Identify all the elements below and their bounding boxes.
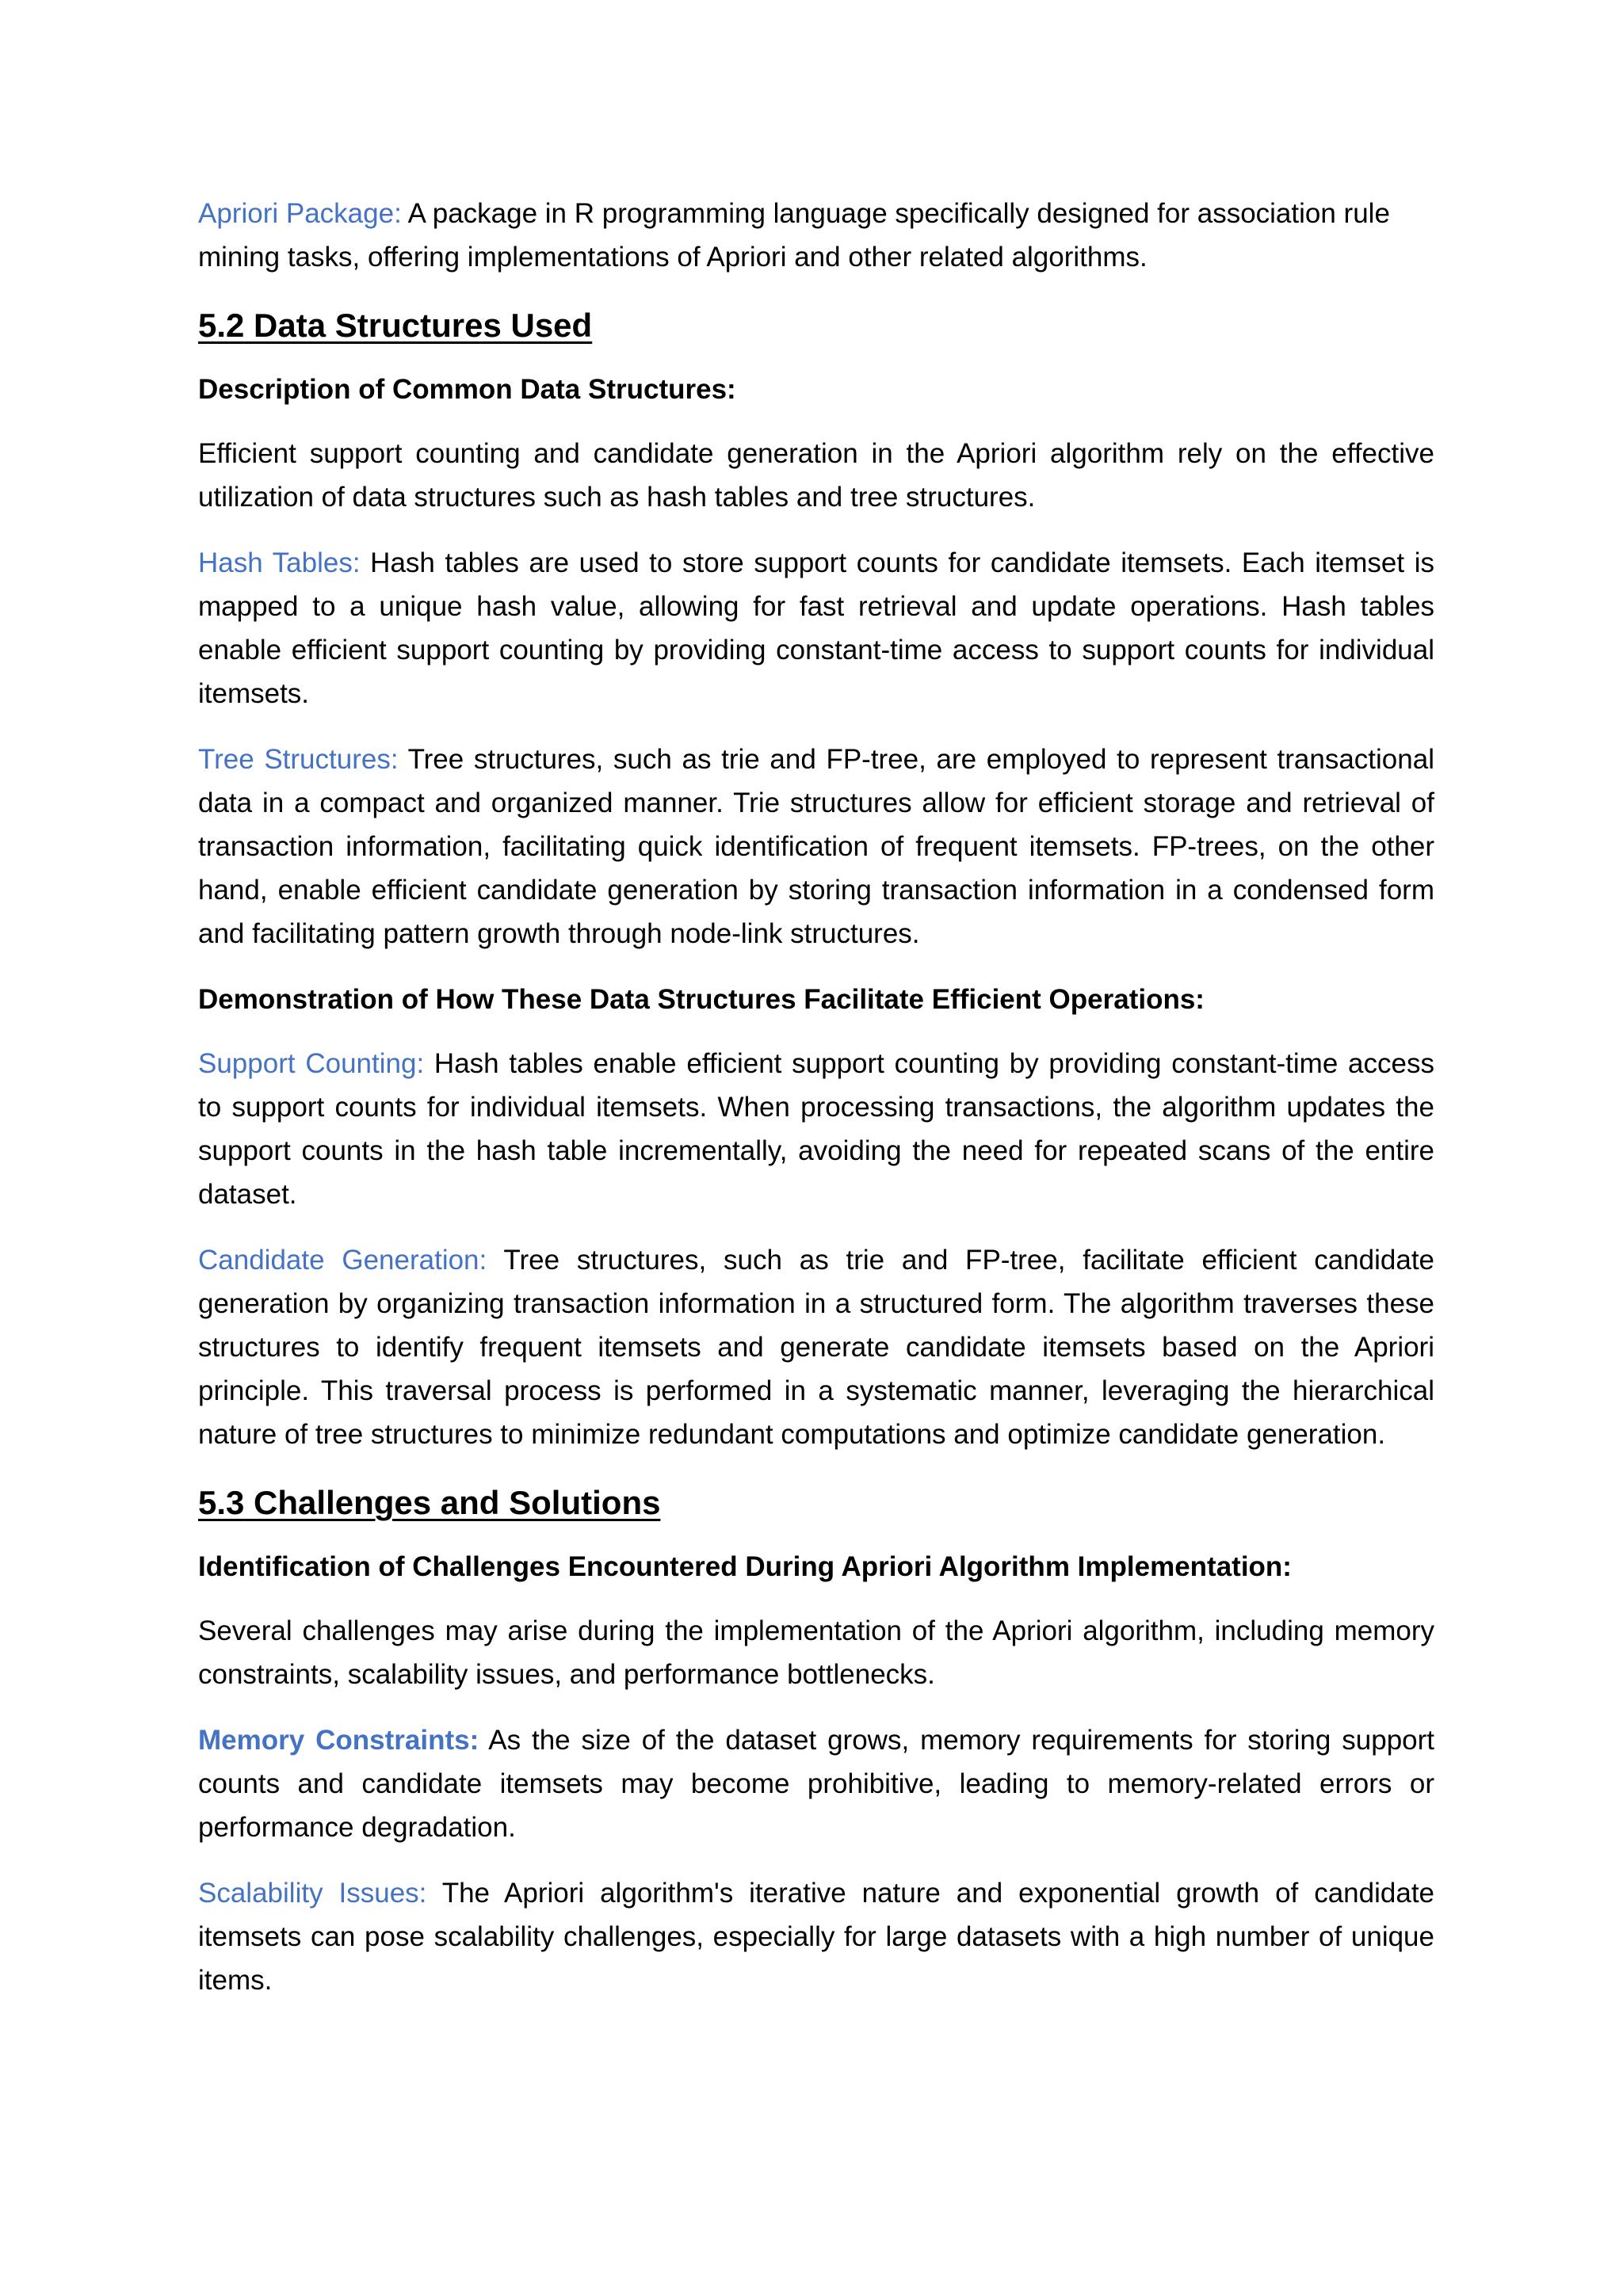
challenges-intro: Several challenges may arise during the implementation of the Apriori algorithm, including memory constraints, scalability issues, and performance bottlenecks. <box>198 1615 1434 1690</box>
tree-structures-term: Tree Structures: <box>198 744 399 775</box>
tree-structures-text: Tree structures, such as trie and FP-tree, are employed to represent transactional data in a compact and organized manner. Trie structures allow for efficient storage and retrieval of transaction information, facilitating quick identification of frequent itemsets. FP-trees, on the other hand, enable efficient candidate generation by storing transaction information in a condensed form and facilitating pattern growth through node-link structures. <box>198 744 1434 949</box>
description-subheading: Description of Common Data Structures: <box>198 374 736 405</box>
support-counting-text: Hash tables enable efficient support counting by providing constant-time access to support counts for individual itemsets. When processing transactions, the algorithm updates the support counts in the hash table incrementally, avoiding the need for repeated scans of the entire dataset. <box>198 1048 1434 1210</box>
apriori-package-text: A package in R programming language specifically designed for association rule mining tasks, offering implementations of Apriori and other related algorithms. <box>198 198 1390 273</box>
memory-constraints-term: Memory Constraints: <box>198 1725 479 1756</box>
apriori-package-paragraph <box>198 192 1434 279</box>
apriori-package-term: Apriori Package: <box>198 198 402 229</box>
hash-tables-text: Hash tables are used to store support counts for candidate itemsets. Each itemset is mapped to a unique hash value, allowing for fast retrieval and update operations. Hash tables enable efficient support counting by providing constant-time access to support counts for individual itemsets. <box>198 547 1434 709</box>
memory-constraints-text: As the size of the dataset grows, memory requirements for storing support counts and candidate itemsets may become prohibitive, leading to memory-related errors or performance degradation. <box>198 1725 1435 1843</box>
support-counting-paragraph <box>198 1042 1434 1216</box>
scalability-issues-term: Scalability Issues: <box>198 1878 427 1909</box>
tree-structures-paragraph <box>198 738 1434 955</box>
demonstration-subheading: Demonstration of How These Data Structures Facilitate Efficient Operations: <box>198 984 1205 1015</box>
section-5-3-number: 5.3 <box>198 1484 245 1521</box>
section-5-3-heading <box>198 1478 1434 1527</box>
section-5-3-title: Challenges and Solutions <box>244 1484 661 1521</box>
hash-tables-term: Hash Tables: <box>198 547 361 578</box>
section-5-2-title: Data Structures Used <box>244 307 593 344</box>
data-structures-intro: Efficient support counting and candidate generation in the Apriori algorithm rely on the effective utilization of data structures such as hash tables and tree structures. <box>198 438 1434 513</box>
document-page <box>198 192 1434 2024</box>
challenges-subheading: Identification of Challenges Encountered During Apriori Algorithm Implementation: <box>198 1551 1292 1582</box>
scalability-issues-paragraph <box>198 1871 1434 2002</box>
candidate-generation-paragraph <box>198 1238 1434 1456</box>
scalability-issues-text: The Apriori algorithm's iterative nature and exponential growth of candidate itemsets can pose scalability challenges, especially for large datasets with a high number of unique items. <box>198 1878 1435 1996</box>
candidate-generation-term: Candidate Generation: <box>198 1245 487 1276</box>
section-5-2-number: 5.2 <box>198 307 245 344</box>
support-counting-term: Support Counting: <box>198 1048 425 1079</box>
section-5-2-heading <box>198 301 1434 350</box>
memory-constraints-paragraph <box>198 1718 1434 1849</box>
hash-tables-paragraph <box>198 541 1434 715</box>
candidate-generation-text: Tree structures, such as trie and FP-tree, facilitate efficient candidate generation by organizing transaction information in a structured form. The algorithm traverses these structures to identify frequent itemsets and generate candidate itemsets based on the Apriori principle. This traversal process is performed in a systematic manner, leveraging the hierarchical nature of tree structures to minimize redundant computations and optimize candidate generation. <box>198 1245 1435 1450</box>
